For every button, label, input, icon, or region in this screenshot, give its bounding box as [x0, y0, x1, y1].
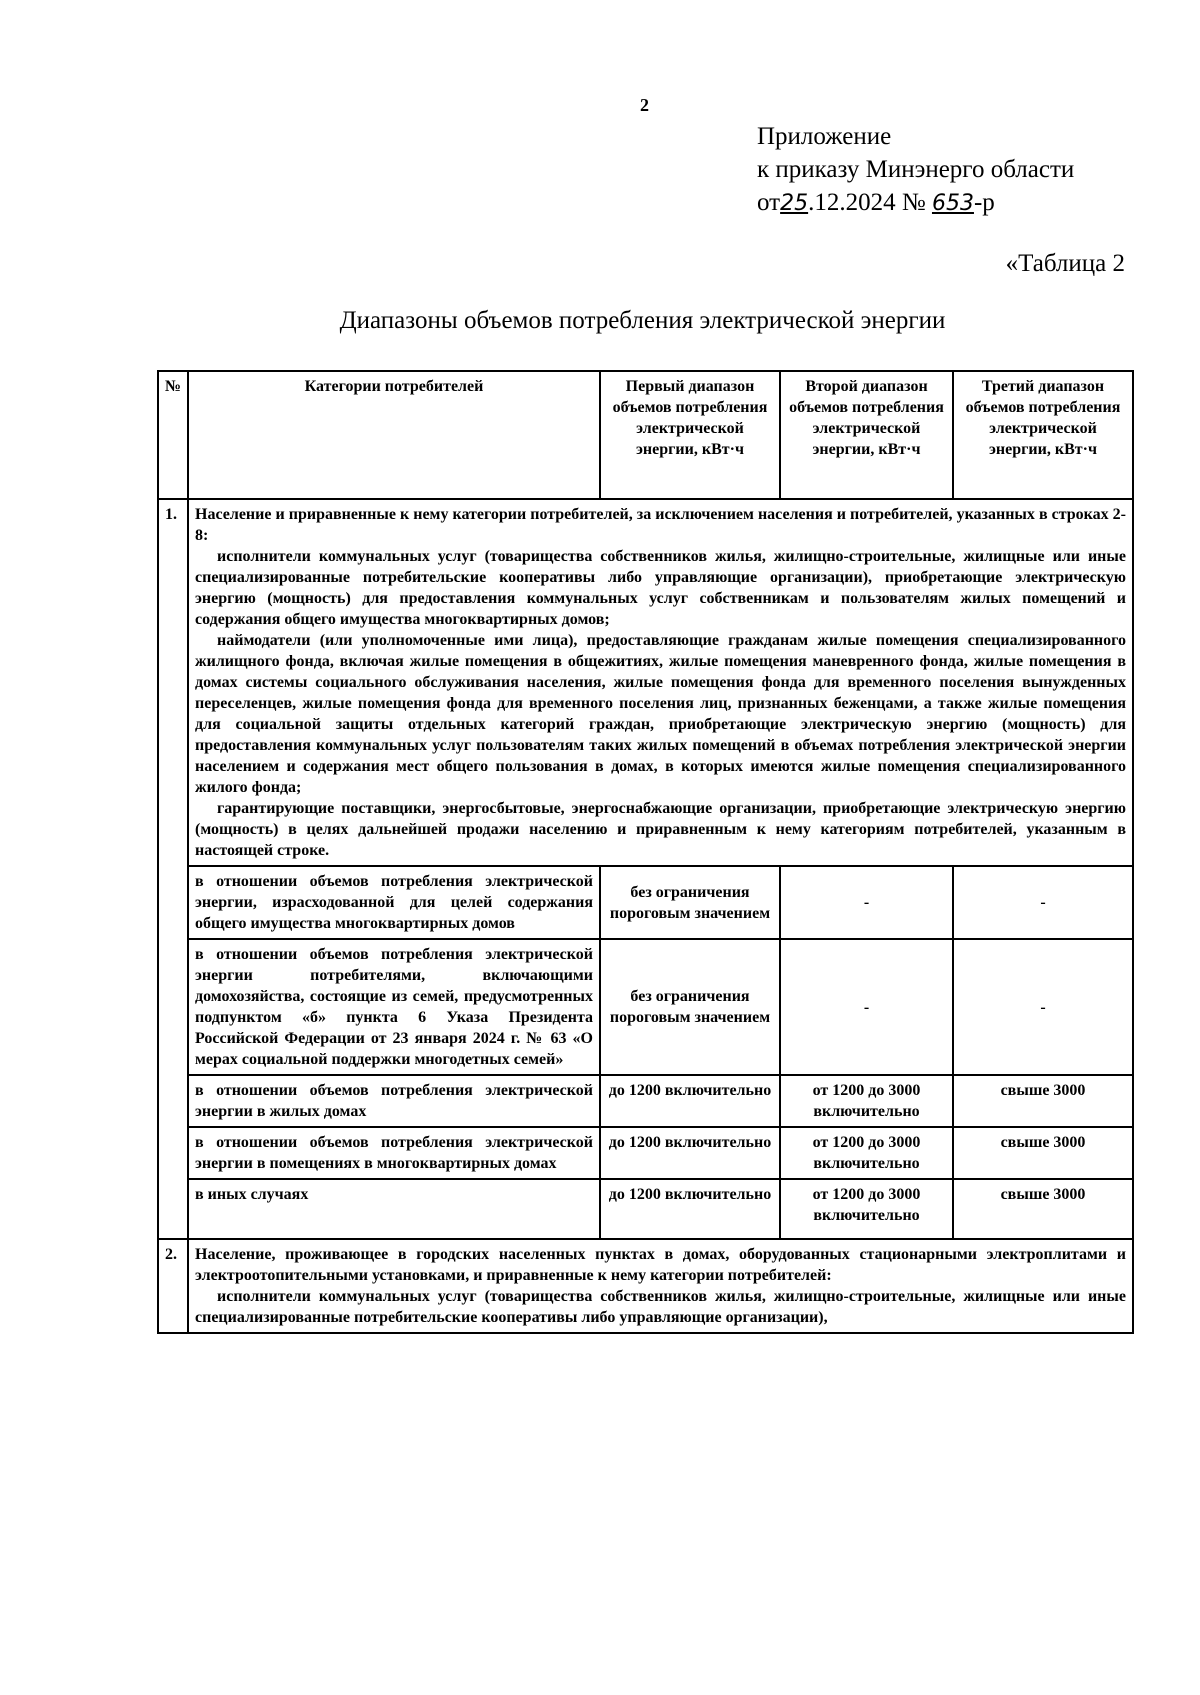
- range-1-value: без ограничения пороговым значением: [600, 866, 780, 939]
- header-range-3: Третий диапазон объемов потребления электрической энергии, кВт·ч: [953, 371, 1133, 499]
- row-1-para-2: наймодатели (или уполномоченные ими лица), предоставляющие гражданам жилые помещения специализированного жилищного фонда, включая жилые помещения в общежитиях, жилые помещения маневренного фонда, жилые помещения в домах системы социального обслуживания населения, жилые помещения фонда для временного поселения вынужденных переселенцев, жилые помещения фонда для временного поселения лиц, признанных беженцами, а также жилые помещения для социальной защиты отдельных категорий граждан, приобретающие электрическую энергию (мощность) для предоставления коммунальных услуг пользователям таких жилых помещений в объемах потребления электрической энергии населением и содержания мест общего пользования в домах, в которых имеются жилые помещения специализированного жилого фонда;: [195, 632, 1126, 796]
- range-2-value: -: [780, 866, 953, 939]
- row-2-intro: Население, проживающее в городских населенных пунктах в домах, оборудованных стационарными электроплитами и электроотопительными установками, и приравненные к нему категории потребителей:: [195, 1246, 1126, 1284]
- document-title: Диапазоны объемов потребления электрической энергии: [339, 307, 946, 334]
- range-1-value: до 1200 включительно: [600, 1075, 780, 1127]
- range-3-value: свыше 3000: [953, 1179, 1133, 1239]
- table-row: [158, 939, 1133, 1075]
- header-category: Категории потребителей: [188, 371, 600, 499]
- row-2-para-1: исполнители коммунальных услуг (товарищества собственников жилья, жилищно-строительные, жилищные или иные специализированные потребительские кооперативы либо управляющие организации),: [195, 1288, 1126, 1326]
- row-2-description: [188, 1239, 1133, 1333]
- header-num: №: [158, 371, 188, 499]
- subrow-label: в иных случаях: [188, 1179, 600, 1239]
- date-rest: .12.2024 №: [808, 189, 926, 216]
- table-row: [158, 1239, 1133, 1333]
- range-1-value: до 1200 включительно: [600, 1179, 780, 1239]
- header-range-2: Второй диапазон объемов потребления электрической энергии, кВт·ч: [780, 371, 953, 499]
- row-1-para-3: гарантирующие поставщики, энергосбытовые, энергоснабжающие организации, приобретающие электрическую энергию (мощность) в целях дальнейшей продажи населению и приравненным к нему категориям потребителей, указанным в настоящей строке.: [195, 800, 1126, 859]
- date-prefix: от: [757, 189, 781, 216]
- range-2-value: -: [780, 939, 953, 1075]
- range-2-value: от 1200 до 3000 включительно: [780, 1127, 953, 1179]
- consumption-ranges-table: [157, 370, 1134, 1334]
- page-number: 2: [640, 95, 649, 115]
- table-row: [158, 1179, 1133, 1239]
- handwritten-order-number: 653: [931, 191, 974, 216]
- appendix-order-ref: к приказу Минэнерго области: [757, 156, 1075, 183]
- row-1-para-1: исполнители коммунальных услуг (товарищества собственников жилья, жилищно-строительные, жилищные или иные специализированные потребительские кооперативы либо управляющие организации), приобретающие электрическую энергию (мощность) для предоставления коммунальных услуг собственникам и пользователям жилых помещений и содержания общего имущества многоквартирных домов;: [195, 548, 1126, 628]
- range-3-value: свыше 3000: [953, 1075, 1133, 1127]
- subrow-label: в отношении объемов потребления электрической энергии в помещениях в многоквартирных домах: [188, 1127, 600, 1179]
- table-row: [158, 1075, 1133, 1127]
- subrow-label: в отношении объемов потребления электрической энергии потребителями, включающими домохозяйства, состоящие из семей, предусмотренных подпунктом «б» пункта 6 Указа Президента Российской Федерации от 23 января 2024 г. № 63 «О мерах социальной поддержки многодетных семей»: [188, 939, 600, 1075]
- appendix-title: Приложение: [757, 123, 892, 150]
- range-3-value: свыше 3000: [953, 1127, 1133, 1179]
- table-row: [158, 499, 1133, 866]
- range-1-value: без ограничения пороговым значением: [600, 939, 780, 1075]
- row-1-description: [188, 499, 1133, 866]
- range-1-value: до 1200 включительно: [600, 1127, 780, 1179]
- range-2-value: от 1200 до 3000 включительно: [780, 1075, 953, 1127]
- row-number: 1.: [158, 499, 188, 1239]
- order-suffix: -р: [973, 189, 995, 216]
- table-header-row: [158, 371, 1133, 499]
- appendix-block: [757, 120, 1074, 220]
- range-3-value: -: [953, 939, 1133, 1075]
- table-row: [158, 866, 1133, 939]
- appendix-date-line: [757, 186, 1074, 220]
- handwritten-day: 25: [780, 191, 809, 216]
- header-range-1: Первый диапазон объемов потребления электрической энергии, кВт·ч: [600, 371, 780, 499]
- row-1-intro: Население и приравненные к нему категории потребителей, за исключением населения и потребителей, указанных в строках 2-8:: [195, 506, 1126, 544]
- row-number: 2.: [158, 1239, 188, 1333]
- subrow-label: в отношении объемов потребления электрической энергии в жилых домах: [188, 1075, 600, 1127]
- table-label: «Таблица 2: [1005, 250, 1125, 277]
- table-row: [158, 1127, 1133, 1179]
- range-3-value: -: [953, 866, 1133, 939]
- subrow-label: в отношении объемов потребления электрической энергии, израсходованной для целей содержания общего имущества многоквартирных домов: [188, 866, 600, 939]
- range-2-value: от 1200 до 3000 включительно: [780, 1179, 953, 1239]
